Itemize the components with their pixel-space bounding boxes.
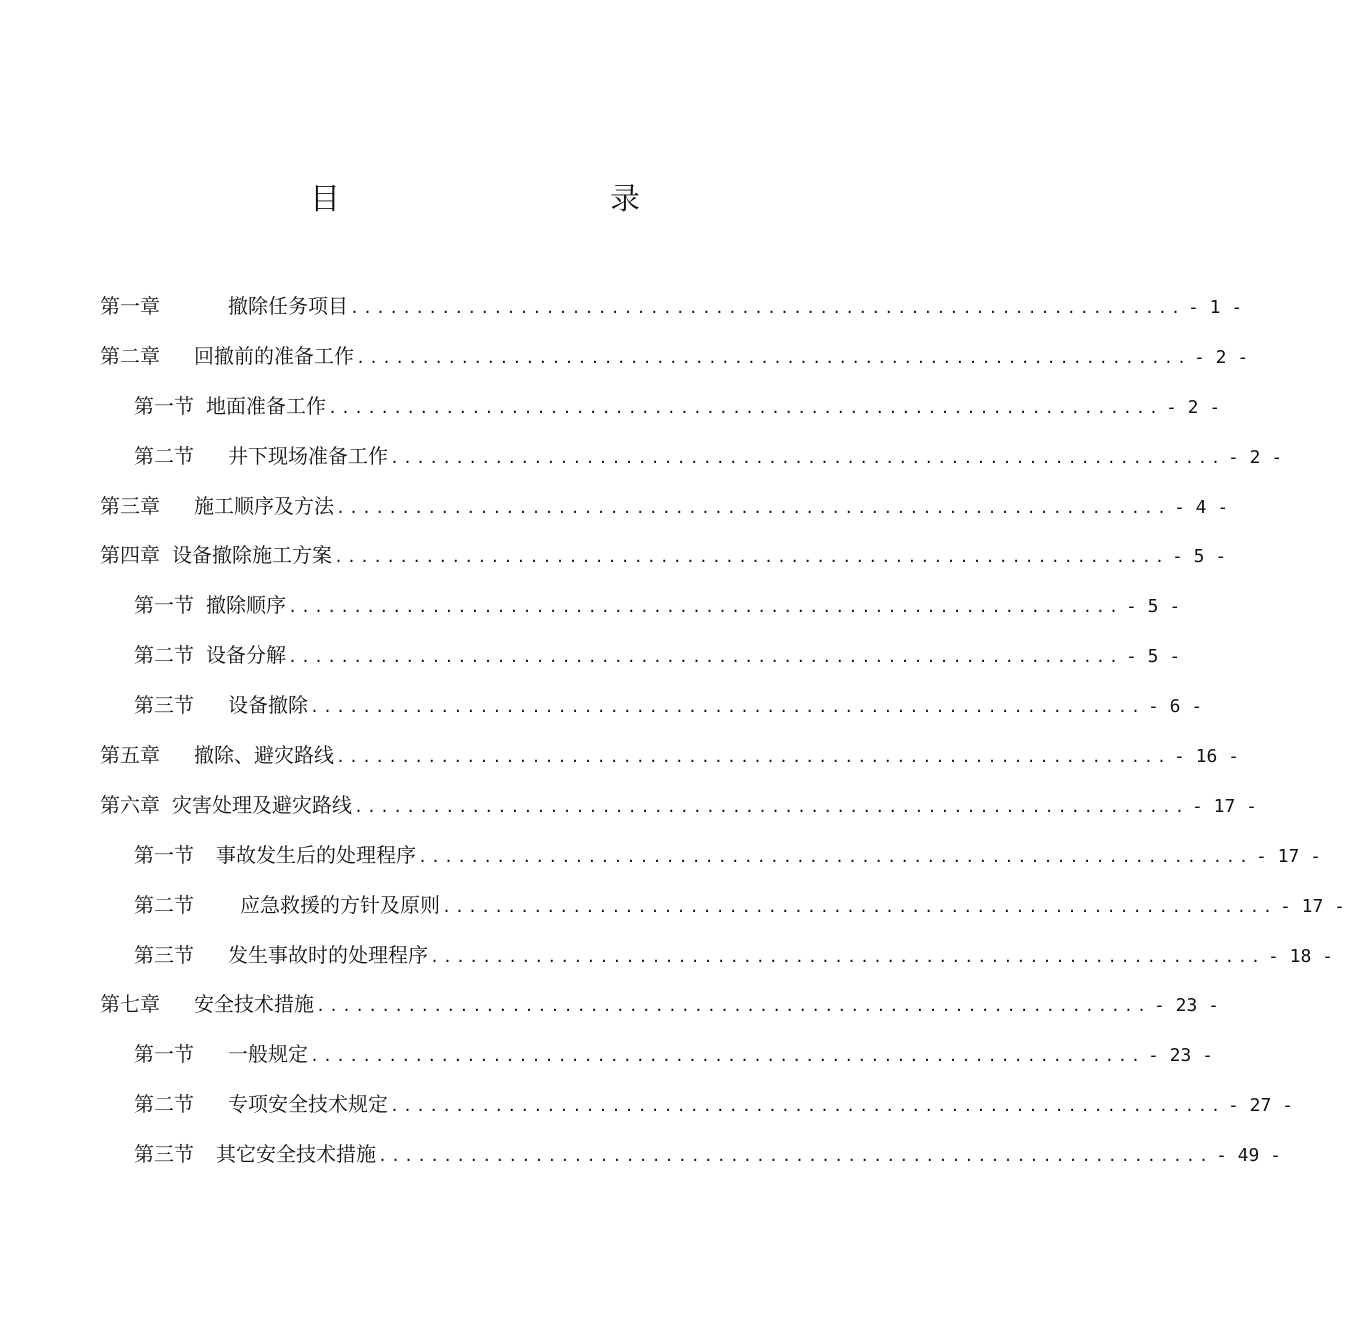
toc-entry-page: - 17 - <box>1279 895 1345 917</box>
toc-entry-title: 撤除、避灾路线 <box>194 743 334 768</box>
toc-entry-title: 安全技术措施 <box>194 992 314 1017</box>
toc-entry-page: - 1 - <box>1187 297 1243 318</box>
toc-leader-dots: ................................................................ <box>390 448 1224 467</box>
toc-entry-title: 撤除任务项目 <box>228 294 348 318</box>
toc-entry-title: 施工顺序及方法 <box>194 493 334 518</box>
toc-entry[interactable] <box>100 731 1239 781</box>
toc-leader-dots: ................................................................ <box>350 299 1184 317</box>
toc-leader-dots: ................................................................ <box>336 498 1170 517</box>
toc-entry-number: 第三节 <box>134 942 194 967</box>
toc-entry-page: - 5 - <box>1125 596 1181 618</box>
toc-leader-dots: ................................................................ <box>310 698 1144 717</box>
toc-entry-title: 撤除顺序 <box>206 593 286 618</box>
toc-entry[interactable] <box>100 482 1229 532</box>
toc-entry-number: 第三节 <box>134 693 194 718</box>
toc-entry-number: 第四章 <box>100 543 160 568</box>
toc-entry[interactable] <box>100 382 1221 432</box>
toc-entry-page: - 2 - <box>1193 346 1249 368</box>
toc-entry[interactable] <box>100 831 1321 881</box>
toc-entry-number: 第二节 <box>134 643 194 668</box>
toc-entry-page: - 27 - <box>1227 1095 1293 1117</box>
toc-entry-title: 地面准备工作 <box>206 393 326 418</box>
toc-entry-number: 第三章 <box>100 493 160 518</box>
toc-entry-page: - 5 - <box>1171 546 1227 568</box>
toc-entry[interactable] <box>100 631 1181 681</box>
toc-entry[interactable] <box>100 531 1227 581</box>
toc-entry-number: 第一节 <box>134 842 194 867</box>
toc-leader-dots: ................................................................ <box>378 1147 1212 1166</box>
toc-entry-number: 第一节 <box>134 1042 194 1067</box>
toc-list <box>100 282 1345 1180</box>
toc-entry-page: - 49 - <box>1215 1145 1281 1167</box>
toc-entry[interactable] <box>100 1030 1213 1080</box>
toc-entry-title: 设备撤除 <box>228 693 308 718</box>
toc-entry-title: 回撤前的准备工作 <box>194 343 354 368</box>
toc-leader-dots: ................................................................ <box>328 398 1162 417</box>
toc-entry-page: - 18 - <box>1267 945 1333 967</box>
toc-entry[interactable] <box>100 781 1257 831</box>
toc-leader-dots: ................................................................ <box>310 1047 1144 1066</box>
toc-entry-title: 设备分解 <box>206 643 286 668</box>
toc-entry-number: 第七章 <box>100 992 160 1017</box>
toc-entry-number: 第一节 <box>134 593 194 618</box>
toc-entry-title: 井下现场准备工作 <box>228 443 388 468</box>
toc-entry-page: - 23 - <box>1147 1045 1213 1067</box>
toc-leader-dots: ................................................................ <box>390 1097 1224 1116</box>
toc-entry-page: - 17 - <box>1255 845 1321 867</box>
toc-entry[interactable] <box>100 581 1181 631</box>
toc-leader-dots: ................................................................ <box>288 648 1122 667</box>
toc-entry-title: 灾害处理及避灾路线 <box>172 792 352 817</box>
toc-entry-page: - 4 - <box>1173 496 1229 518</box>
toc-entry-title: 应急救援的方针及原则 <box>240 892 440 917</box>
toc-entry-number: 第二节 <box>134 1092 194 1117</box>
toc-leader-dots: ................................................................ <box>356 348 1190 367</box>
toc-entry-number: 第二章 <box>100 343 160 368</box>
toc-entry-title: 事故发生后的处理程序 <box>216 842 416 867</box>
toc-entry[interactable] <box>100 881 1345 931</box>
toc-entry-number: 第二节 <box>134 892 194 917</box>
toc-entry-number: 第六章 <box>100 792 160 817</box>
toc-leader-dots: ................................................................ <box>288 598 1122 617</box>
toc-entry[interactable] <box>100 1080 1293 1130</box>
toc-entry-number: 第一章 <box>100 294 160 318</box>
toc-title: 目 录 <box>310 182 710 217</box>
toc-leader-dots: ................................................................ <box>316 997 1150 1016</box>
toc-entry-page: - 23 - <box>1153 995 1219 1017</box>
toc-entry-title: 专项安全技术规定 <box>228 1092 388 1117</box>
toc-entry-number: 第三节 <box>134 1142 194 1167</box>
toc-leader-dots: ................................................................ <box>430 947 1264 966</box>
toc-entry-page: - 17 - <box>1191 795 1257 817</box>
toc-leader-dots: ................................................................ <box>442 897 1276 916</box>
toc-entry-title: 设备撤除施工方案 <box>172 543 332 568</box>
toc-entry-number: 第二节 <box>134 443 194 468</box>
toc-entry-page: - 16 - <box>1173 746 1239 768</box>
toc-entry-title: 一般规定 <box>228 1042 308 1067</box>
toc-entry-page: - 2 - <box>1165 396 1221 418</box>
toc-entry[interactable] <box>100 681 1203 731</box>
toc-entry-number: 第一节 <box>134 393 194 418</box>
toc-entry[interactable] <box>100 432 1283 482</box>
toc-leader-dots: ................................................................ <box>418 847 1252 866</box>
toc-entry-page: - 5 - <box>1125 646 1181 668</box>
toc-entry-title: 其它安全技术措施 <box>216 1142 376 1167</box>
toc-leader-dots: ................................................................ <box>334 548 1168 567</box>
toc-entry-title: 发生事故时的处理程序 <box>228 942 428 967</box>
toc-leader-dots: ................................................................ <box>336 748 1170 767</box>
toc-entry-page: - 2 - <box>1227 446 1283 468</box>
toc-entry[interactable] <box>100 980 1219 1030</box>
toc-entry[interactable] <box>100 1130 1281 1180</box>
toc-entry[interactable] <box>100 282 1243 332</box>
toc-entry[interactable] <box>100 931 1333 981</box>
toc-entry[interactable] <box>100 332 1249 382</box>
toc-entry-page: - 6 - <box>1147 696 1203 718</box>
toc-leader-dots: ................................................................ <box>354 797 1188 816</box>
toc-entry-number: 第五章 <box>100 743 160 768</box>
